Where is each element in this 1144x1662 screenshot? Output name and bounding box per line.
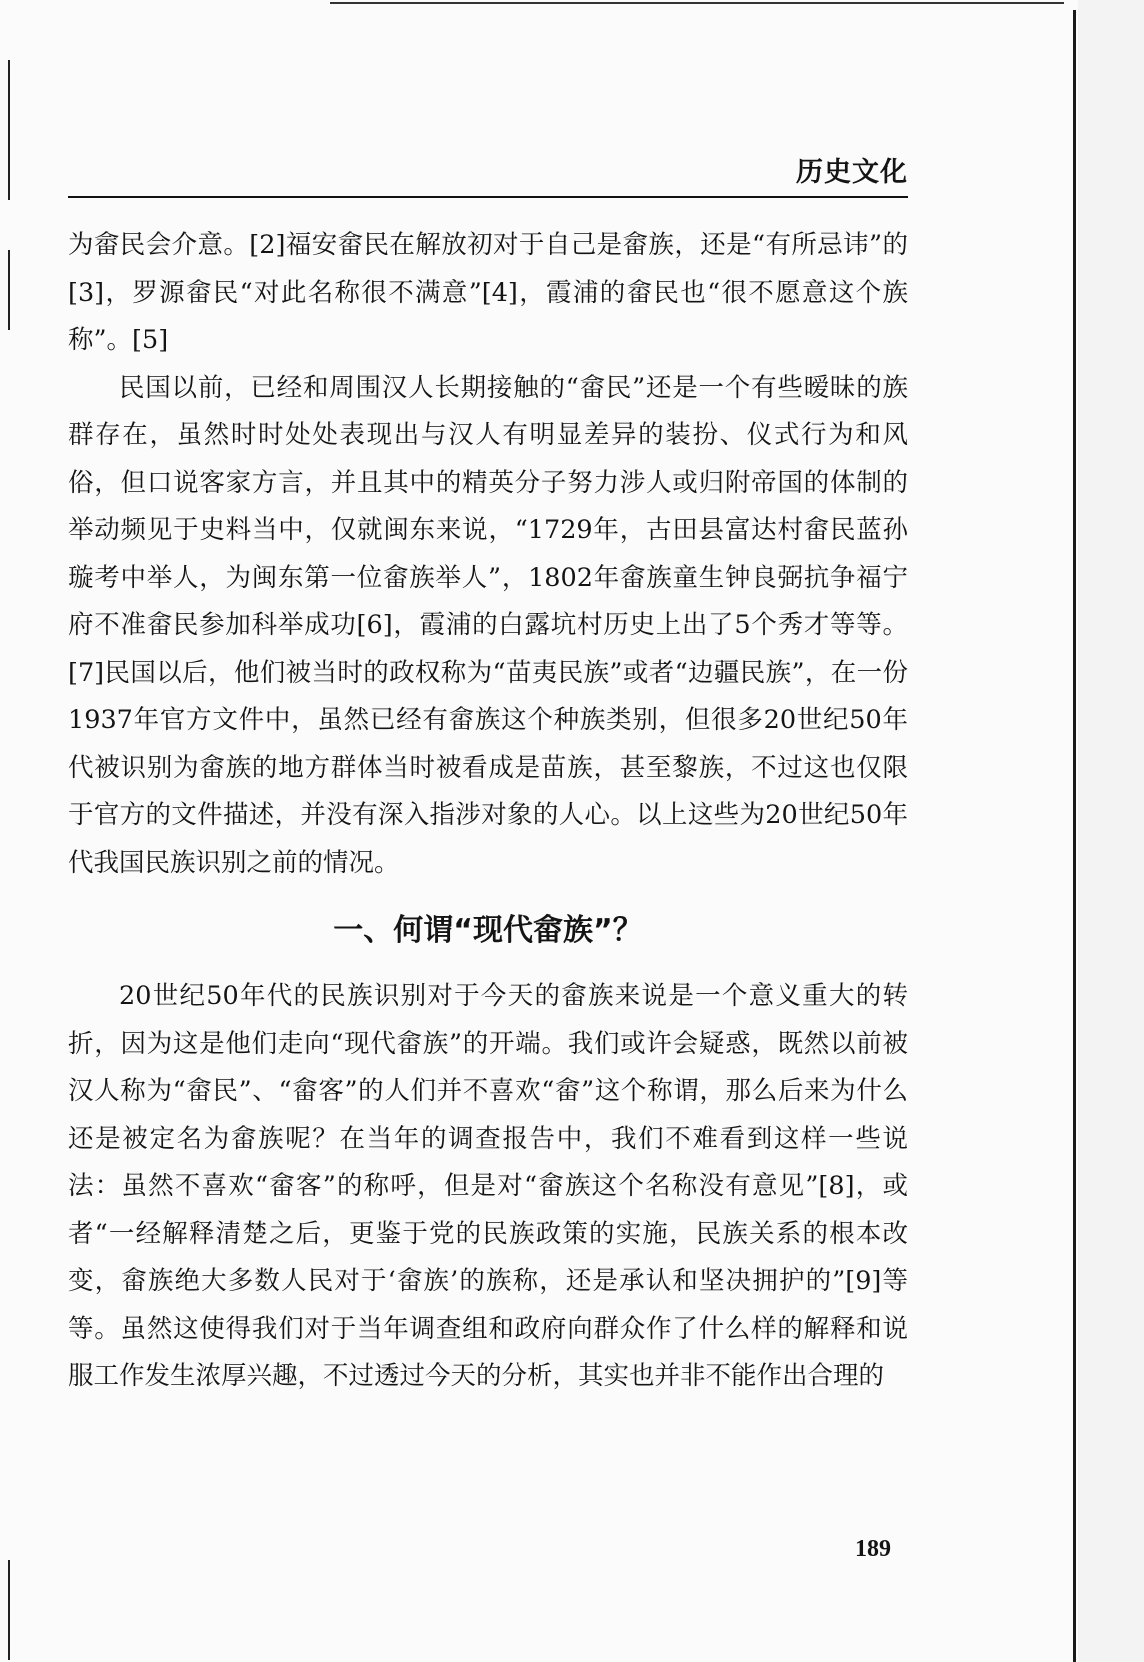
scan-top-edge (330, 2, 1064, 4)
page-number: 189 (855, 1536, 891, 1562)
page-body (68, 222, 908, 1401)
paragraph: 为畲民会介意。[2]福安畲民在解放初对于自己是畲族，还是“有所忌讳”的[3]，罗源畲民“对此名称很不满意”[4]，霞浦的畲民也“很不愿意这个族称”。[5] (68, 230, 908, 355)
header-title: 历史文化 (796, 157, 908, 188)
scan-spine-edge (1073, 10, 1076, 1662)
page-gutter (1078, 0, 1144, 1662)
paragraph: 20世纪50年代的民族识别对于今天的畲族来说是一个意义重大的转折，因为这是他们走向“现代畲族”的开端。我们或许会疑惑，既然以前被汉人称为“畲民”、“畲客”的人们并不喜欢“畲”这个称谓，那么后来为什么还是被定名为畲族呢？在当年的调查报告中，我们不难看到这样一些说法：虽然不喜欢“畲客”的称呼，但是对“畲族这个名称没有意见”[8]，或者“一经解释清楚之后，更鉴于党的民族政策的实施，民族关系的根本改变，畲族绝大多数人民对于‘畲族’的族称，还是承认和坚决拥护的”[9]等等。虽然这使得我们对于当年调查组和政府向群众作了什么样的解释和说服工作发生浓厚兴趣，不过透过今天的分析，其实也并非不能作出合理的 (68, 981, 908, 1391)
paragraph: 民国以前，已经和周围汉人长期接触的“畲民”还是一个有些暧昧的族群存在，虽然时时处处表现出与汉人有明显差异的装扮、仪式行为和风俗，但口说客家方言，并且其中的精英分子努力涉人或归附帝国的体制的举动频见于史料当中，仅就闽东来说，“1729年，古田县富达村畲民蓝孙璇考中举人，为闽东第一位畲族举人”，1802年畲族童生钟良弼抗争福宁府不准畲民参加科举成功[6]，霞浦的白露坑村历史上出了5个秀才等等。[7]民国以后，他们被当时的政权称为“苗夷民族”或者“边疆民族”，在一份1937年官方文件中，虽然已经有畲族这个种族类别，但很多20世纪50年代被识别为畲族的地方群体当时被看成是苗族，甚至黎族，不过这也仅限于官方的文件描述，并没有深入指涉对象的人心。以上这些为20世纪50年代我国民族识别之前的情况。 (68, 372, 908, 878)
scan-left-edge (8, 1560, 10, 1660)
scan-left-edge (8, 250, 10, 330)
scan-left-edge (8, 60, 10, 200)
running-header (68, 150, 908, 198)
section-heading: 一、何谓“现代畲族”？ (333, 913, 643, 948)
